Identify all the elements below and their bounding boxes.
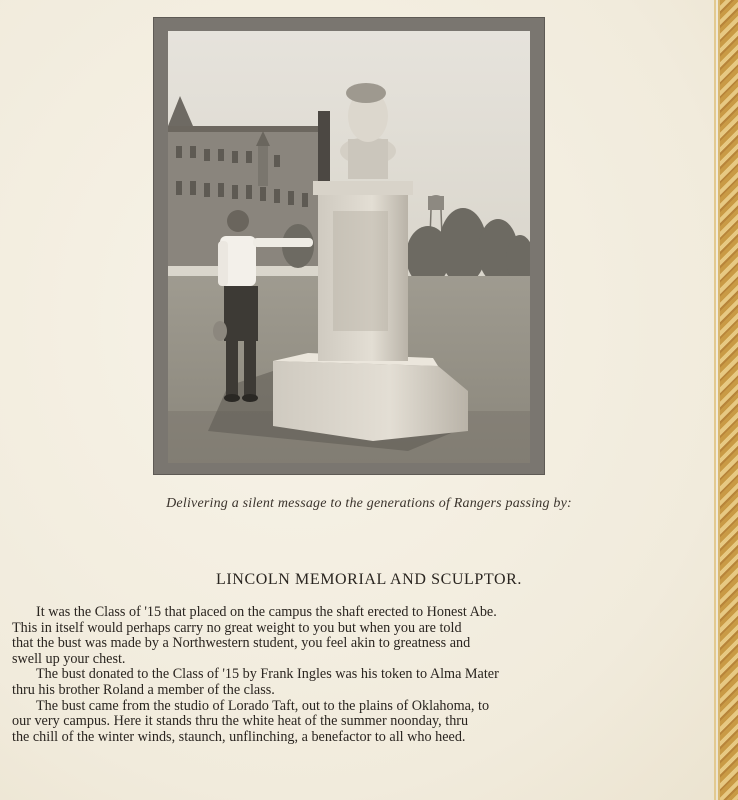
gilt-page-border: [718, 0, 738, 800]
paragraph-2-line-1: The bust donated to the Class of '15 by Frank Ingles was his token to Alma Mater: [36, 666, 499, 683]
paragraph-3-line-2: our very campus. Here it stands thru the white heat of the summer noonday, thru: [12, 713, 469, 730]
photograph-lincoln-memorial: [168, 31, 530, 463]
body-text: [12, 605, 692, 745]
paragraph-1-line-2: This in itself would perhaps carry no great weight to you but when you are told: [12, 619, 462, 636]
paragraph-3-line-1: The bust came from the studio of Lorado Taft, out to the plains of Oklahoma, to: [36, 697, 490, 714]
photo-illustration: [168, 31, 530, 463]
section-heading: LINCOLN MEMORIAL AND SCULPTOR.: [215, 571, 522, 588]
paragraph-3-line-3: the chill of the winter winds, staunch, unflinching, a benefactor to all who heed.: [12, 728, 466, 745]
photo-frame: [153, 17, 545, 475]
photo-caption: Delivering a silent message to the generations of Rangers passing by:: [166, 496, 572, 511]
paragraph-2-line-2: thru his brother Roland a member of the class.: [12, 681, 275, 698]
paragraph-1-line-4: swell up your chest.: [12, 650, 126, 667]
paragraph-1-line-3: that the bust was made by a Northwestern student, you feel akin to greatness and: [12, 635, 471, 652]
gilt-inner-line: [714, 0, 716, 800]
paragraph-1-line-1: It was the Class of '15 that placed on the campus the shaft erected to Honest Abe.: [36, 604, 497, 620]
